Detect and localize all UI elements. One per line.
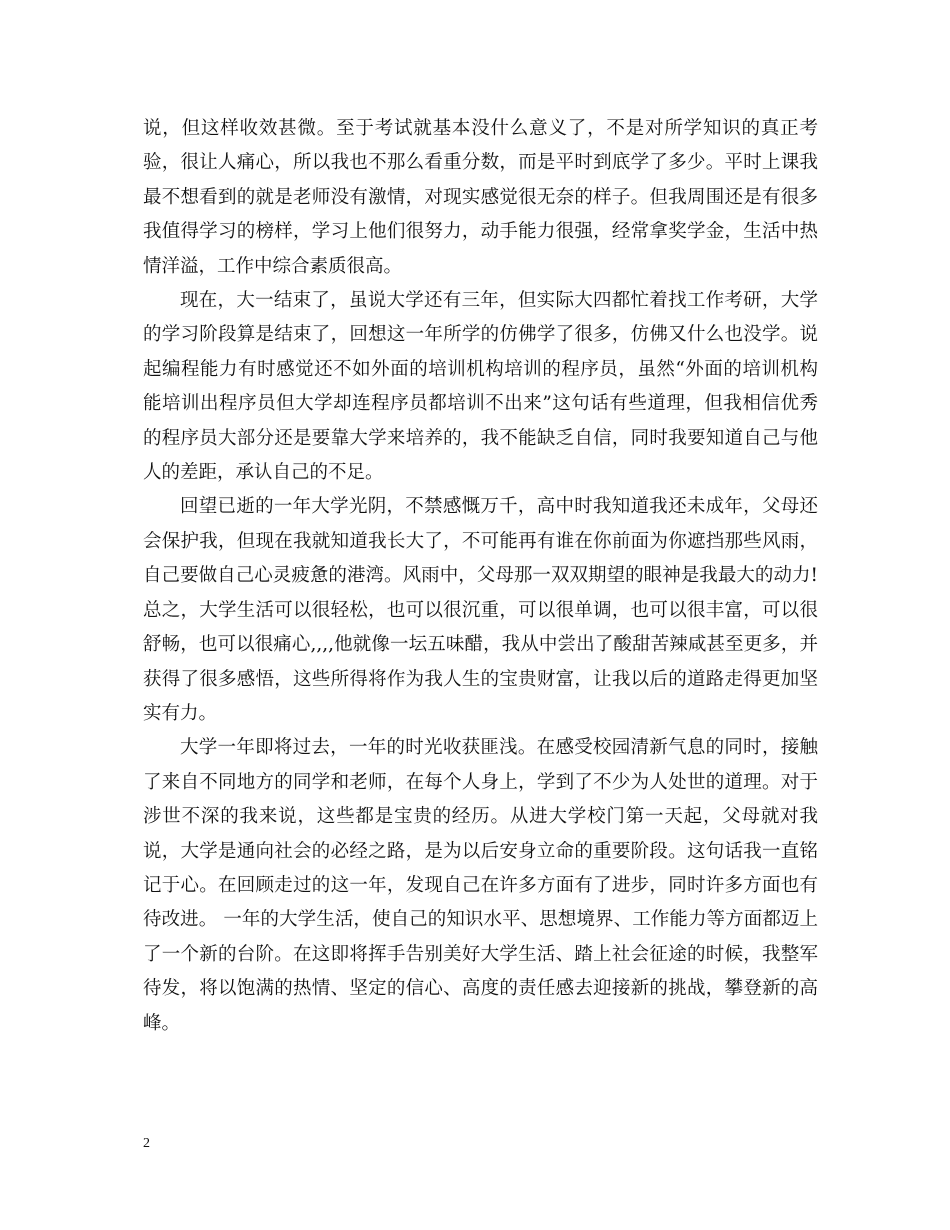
paragraph-2: 现在，大一结束了，虽说大学还有三年，但实际大四都忙着找工作考研，大学的学习阶段算是结束了，回想这一年所学的仿佛学了很多，仿佛又什么也没学。说起编程能力有时感觉还不如外面的培训机构培训的程序员，虽然“外面的培训机构能培训出程序员但大学却连程序员都培训不出来”这句话有些道理，但我相信优秀的程序员大部分还是要靠大学来培养的，我不能缺乏自信，同时我要知道自己与他人的差距，承认自己的不足。 [143,290,818,484]
document-body [143,112,818,1041]
paragraph-3: 回望已逝的一年大学光阴，不禁感慨万千，高中时我知道我还未成年，父母还会保护我，但现在我就知道我长大了，不可能再有谁在你前面为你遮挡那些风雨，自己要做自己心灵疲惫的港湾。风雨中，父母那一双双期望的眼神是我最大的动力!总之，大学生活可以很轻松，也可以很沉重，可以很单调，也可以很丰富，可以很舒畅，也可以很痛心,,,,他就像一坛五味醋，我从中尝出了酸甜苦辣咸甚至更多，并获得了很多感悟，这些所得将作为我人生的宝贵财富，让我以后的道路走得更加坚实有力。 [143,496,818,724]
paragraph-1: 说，但这样收效甚微。至于考试就基本没什么意义了，不是对所学知识的真正考验，很让人痛心，所以我也不那么看重分数，而是平时到底学了多少。平时上课我最不想看到的就是老师没有激情，对现实感觉很无奈的样子。但我周围还是有很多我值得学习的榜样，学习上他们很努力，动手能力很强，经常拿奖学金，生活中热情洋溢，工作中综合素质很高。 [143,118,818,277]
paragraph-4: 大学一年即将过去，一年的时光收获匪浅。在感受校园清新气息的同时，接触了来自不同地方的同学和老师，在每个人身上，学到了不少为人处世的道理。对于涉世不深的我来说，这些都是宝贵的经历。从进大学校门第一天起，父母就对我说，大学是通向社会的必经之路，是为以后安身立命的重要阶段。这句话我一直铭记于心。在回顾走过的这一年，发现自己在许多方面有了进步，同时许多方面也有待改进。 一年的大学生活，使自己的知识水平、思想境界、工作能力等方面都迈上了一个新的台阶。在这即将挥手告别美好大学生活、踏上社会征途的时候，我整军待发，将以饱满的热情、坚定的信心、高度的责任感去迎接新的挑战，攀登新的高峰。 [143,737,818,1034]
page-number: 2 [143,1136,150,1151]
